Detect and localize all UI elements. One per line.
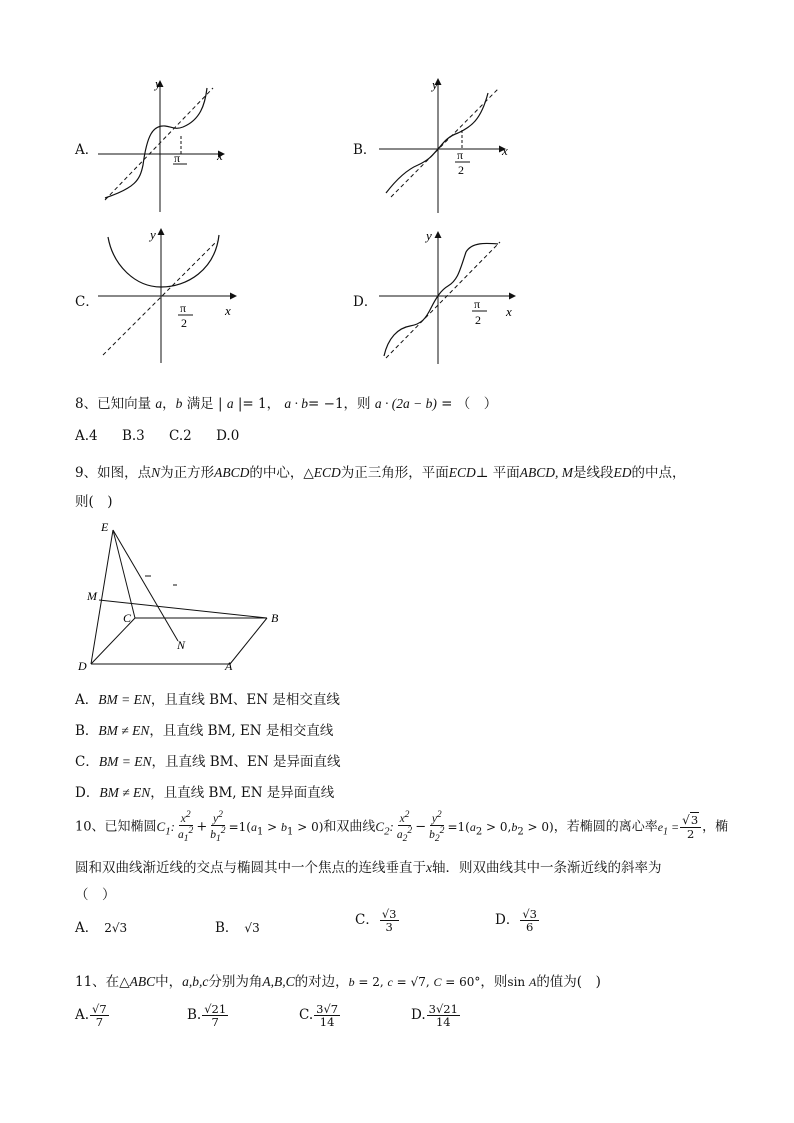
q10-option-a-value: 2√3 — [104, 921, 128, 935]
plane-ecd: ECD — [448, 465, 476, 480]
label-d: D — [78, 659, 87, 673]
q10-option-c[interactable] — [355, 908, 400, 933]
q10-option-b[interactable] — [215, 916, 260, 936]
option-d-label[interactable]: D． — [353, 294, 378, 310]
q11-text-d: 的对边， — [294, 974, 349, 990]
curve — [384, 243, 498, 356]
hyperbola-equation: $C_2$: — [375, 818, 394, 838]
graph-b — [376, 75, 516, 215]
q8-prefix: 8、已知向量 — [75, 396, 152, 412]
vec-a: a — [155, 396, 163, 411]
q10-option-b-label: B． — [215, 920, 239, 936]
x-label: x — [225, 303, 231, 318]
q10-text-c: ，若椭圆的离心率 — [553, 819, 658, 835]
q10-option-d-num: √3 — [522, 907, 537, 921]
q9-option-d-text: ，且直线 BM, EN 是异面直线 — [150, 785, 335, 801]
vec-b: b — [175, 396, 183, 411]
q9-option-b-text: ，且直线 BM, EN 是相交直线 — [149, 723, 334, 739]
q10-x-axis: x — [426, 860, 432, 875]
graph-a — [95, 70, 235, 215]
question-10-line-1: 10、已知椭圆$C_1$: $\frac{x^2}{a_1^2}$ + $\frac{y^2}{b_1^2}$ $=1(a_1 > b_1 > 0)$和双曲线$C_2$: $\frac{x^2}{a_2^2}$ − $\frac{y^2}{b_2^2}$ $=1(a_2 > 0,b_2 > 0)$，若椭圆的离心率$e_1$ = $\frac{√3}{2}$ ，椭 — [75, 809, 729, 845]
q11-option-c-num: 3√7 — [316, 1002, 339, 1016]
q11-option-a-num: √7 — [92, 1002, 107, 1016]
q11-option-c[interactable] — [299, 1003, 341, 1028]
q9-option-c-label: C． — [75, 754, 99, 770]
q11-option-b-label: B. — [187, 1007, 202, 1024]
q11-option-b-num: √21 — [204, 1002, 227, 1016]
q9-text-c: 的中心， — [249, 465, 304, 481]
q11-text-f: 的值为( ) — [536, 974, 601, 990]
q11-text-c: 分别为角 — [208, 974, 263, 990]
question-9-line-1: 9、如图，点N为正方形ABCD的中心，△ECD为正三角形，平面ECD⊥ 平面ABCD, M是线段ED的中点， — [75, 465, 686, 481]
question-10-line-2 — [75, 856, 662, 876]
triangle-ecd: ECD — [313, 465, 341, 480]
tick-label: π — [180, 301, 187, 315]
q9-option-b[interactable] — [75, 719, 333, 739]
q11-text-a: 11、在 — [75, 974, 120, 990]
tick-den: 2 — [458, 163, 464, 177]
q9-option-b-cond: BM ≠ EN — [98, 723, 150, 738]
q10-option-a[interactable] — [75, 916, 127, 936]
label-c: C — [123, 611, 132, 625]
q8-options — [75, 428, 239, 444]
angles-abc: A,B,C — [262, 974, 295, 989]
question-8: 8、已知向量 a，b 满足 | a |= 1， a · b= −1，则 a · (2a − b) = （ ） — [75, 396, 498, 412]
q11-option-c-label: C. — [299, 1007, 314, 1024]
q9-text-e: ⊥ 平面 — [475, 465, 520, 481]
q8-option-a[interactable]: A.4 — [75, 428, 98, 444]
y-label: y — [432, 77, 438, 92]
curve — [108, 235, 219, 287]
vec-a-abs: a — [226, 396, 234, 411]
q11-option-a-den: 7 — [95, 1015, 104, 1030]
y-label: y — [150, 227, 156, 242]
ellipse-equation: $C_1$: — [156, 818, 175, 838]
q11-text-b: 中， — [155, 974, 183, 990]
q11-option-d[interactable] — [411, 1003, 461, 1028]
line-y-eq-x — [391, 89, 498, 197]
graph-c — [95, 225, 240, 365]
question-11: 11、在△ABC中，a,b,c分别为角A,B,C的对边，b = 2, c = √7, C = 60°，则sin A的值为( ) — [75, 974, 601, 990]
q10-option-c-den: 3 — [385, 920, 393, 935]
q10-option-a-label: A． — [75, 920, 99, 936]
label-b: B — [271, 611, 279, 625]
q10-text-line2-tail: 轴．则双曲线其中一条渐近线的斜率为 — [432, 860, 662, 876]
q9-option-c-text: ，且直线 BM、EN 是异面直线 — [151, 754, 341, 770]
curve — [386, 93, 488, 193]
y-label: y — [155, 76, 161, 91]
q8-option-b[interactable]: B.3 — [121, 428, 145, 444]
q10-option-d-label: D． — [495, 912, 520, 929]
q8-mid2: = 1， — [242, 396, 281, 412]
q9-figure — [75, 518, 295, 673]
q9-option-d[interactable] — [75, 781, 334, 801]
q10-option-d[interactable] — [495, 908, 540, 933]
option-a-label[interactable]: A． — [75, 142, 99, 158]
q10-text-line2: 圆和双曲线渐近线的交点与椭圆其中一个焦点的连线垂直于 — [75, 860, 426, 876]
q9-text-b: 为正方形 — [160, 465, 215, 481]
square-abcd: ABCD — [214, 465, 250, 480]
q9-text-d: 为正三角形，平面 — [340, 465, 449, 481]
q8-mid3: = −1，则 — [308, 396, 371, 412]
given-values: b = 2, c = √7, C = 60° — [348, 975, 481, 989]
q10-option-c-label: C． — [355, 912, 379, 929]
q9-text-a: 9、如图，点 — [75, 465, 152, 481]
edge-ec — [113, 530, 135, 618]
question-9-line-2: 则( ) — [75, 494, 113, 510]
q9-option-a[interactable] — [75, 688, 340, 708]
option-c-label[interactable]: C． — [75, 294, 99, 310]
tick-label: π — [174, 151, 181, 165]
q8-mid1: 满足 — [186, 396, 214, 412]
q9-option-a-label: A． — [75, 692, 99, 708]
label-m: M — [87, 589, 97, 603]
option-b-label[interactable]: B． — [353, 142, 377, 158]
point-n: N — [151, 465, 161, 480]
q8-option-d[interactable]: D.0 — [216, 428, 240, 444]
q9-text-f: 是线段 — [573, 465, 614, 481]
x-label: x — [217, 148, 223, 163]
q11-option-c-den: 14 — [319, 1015, 335, 1030]
eccentricity: $e_1$ = — [657, 819, 680, 837]
q9-option-b-label: B． — [75, 723, 99, 739]
q11-option-d-den: 14 — [435, 1015, 451, 1030]
sin-a: sin A — [507, 975, 537, 989]
tick-label: π — [474, 297, 481, 311]
line-y-eq-x — [105, 88, 213, 200]
x-label: x — [502, 143, 508, 158]
q11-option-d-num: 3√21 — [428, 1002, 458, 1016]
line-y-eq-x — [386, 242, 500, 358]
q8-option-c[interactable]: C.2 — [169, 428, 192, 444]
segment-ed: ED — [613, 465, 632, 480]
q9-text-g: 的中点， — [631, 465, 686, 481]
q9-option-c-cond: BM = EN — [98, 754, 152, 769]
q10-option-d-den: 6 — [525, 920, 534, 935]
q10-text-a: 10、已知椭圆 — [75, 819, 157, 835]
tick-den: 2 — [181, 316, 187, 330]
tick-den: 2 — [475, 313, 481, 327]
sides-abc: a,b,c — [182, 974, 209, 989]
q11-option-d-label: D. — [411, 1007, 426, 1024]
question-10-line-3: （ ） — [75, 887, 116, 903]
q10-text-b: 和双曲线 — [323, 819, 376, 835]
q11-option-b[interactable] — [187, 1003, 229, 1028]
triangle-abc: ABC — [129, 974, 156, 989]
q10-option-c-num: √3 — [381, 907, 397, 921]
graph-d — [376, 228, 521, 366]
tick-label: π — [457, 148, 464, 162]
q11-option-b-den: 7 — [211, 1015, 219, 1030]
y-label: y — [426, 228, 432, 243]
label-e: E — [101, 520, 109, 534]
q9-option-c[interactable] — [75, 750, 340, 770]
q9-option-d-label: D． — [75, 785, 100, 801]
x-label: x — [506, 304, 512, 319]
q9-option-a-cond: BM = EN — [98, 692, 151, 707]
plane-abcd: ABCD, M — [519, 465, 573, 480]
q11-option-a[interactable] — [75, 1003, 110, 1028]
dot-product: a · b — [284, 396, 309, 411]
line-y-eq-x — [103, 241, 217, 355]
q9-option-d-cond: BM ≠ EN — [99, 785, 151, 800]
label-a: A — [225, 659, 233, 673]
q10-text-d: ，椭 — [702, 819, 729, 835]
q11-option-a-label: A. — [75, 1007, 90, 1024]
q10-option-b-value: √3 — [244, 921, 260, 935]
q8-tail: = （ ） — [441, 396, 498, 412]
label-n: N — [177, 638, 186, 652]
q11-text-e: ，则 — [480, 974, 508, 990]
q9-option-a-text: ，且直线 BM、EN 是相交直线 — [150, 692, 340, 708]
curve — [105, 88, 207, 198]
expression: a · (2a − b) — [374, 396, 437, 411]
edge-ab — [230, 618, 267, 664]
